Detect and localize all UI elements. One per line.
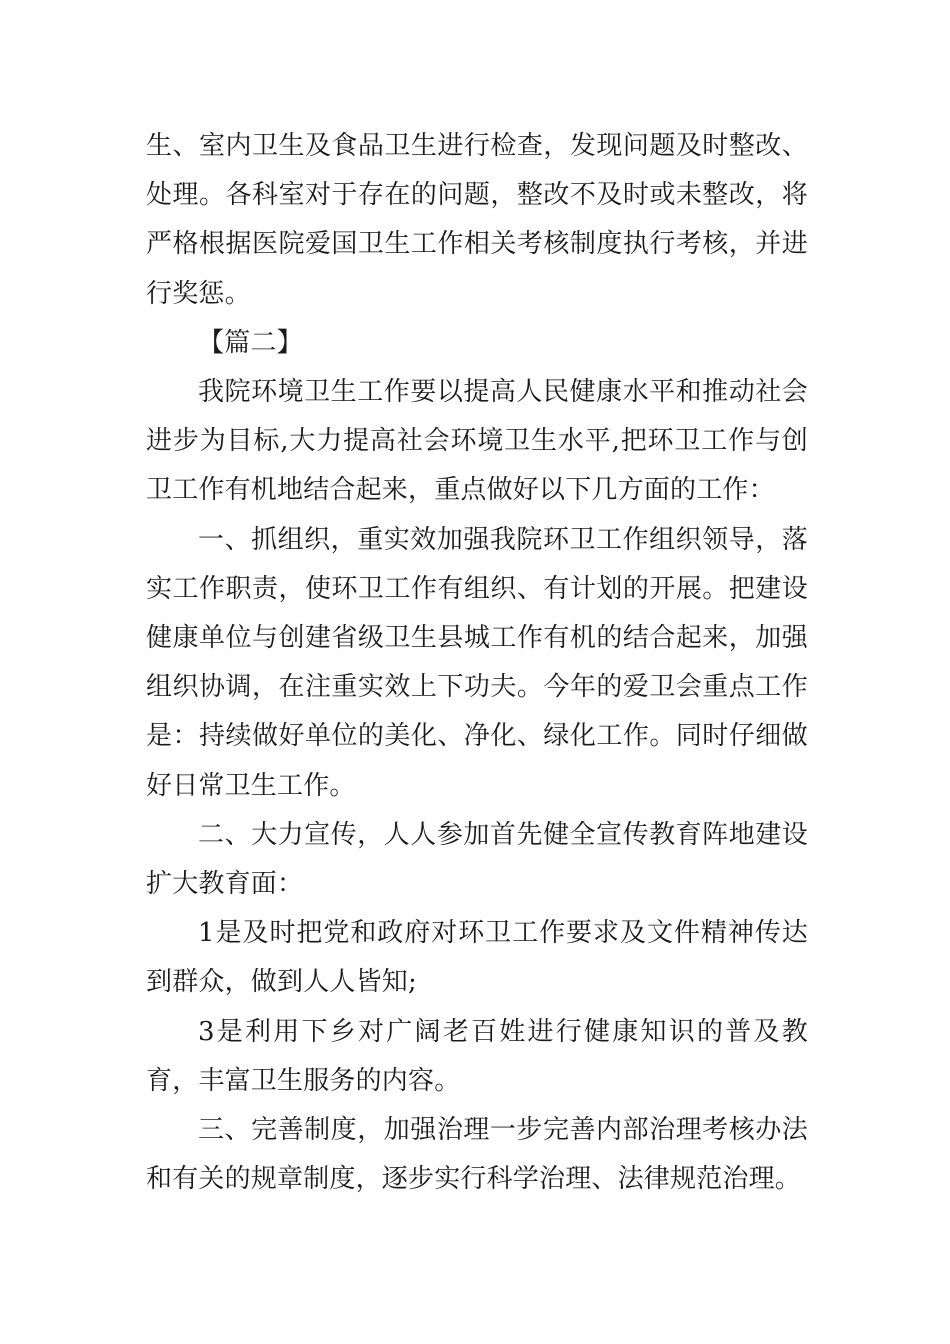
document-body <box>146 122 808 1204</box>
section-heading: 【篇二】 <box>198 327 303 358</box>
paragraph-publicity: 二、大力宣传，人人参加首先健全宣传教育阵地建设扩大教育面： <box>146 819 808 900</box>
paragraph-continuation: 生、室内卫生及食品卫生进行检查，发现问题及时整改、处理。各科室对于存在的问题，整改不及时或未整改，将严格根据医院爱国卫生工作相关考核制度执行考核，并进行奖惩。 <box>146 131 808 309</box>
paragraph-intro: 我院环境卫生工作要以提高人民健康水平和推动社会进步为目标,大力提高社会环境卫生水平,把环卫工作与创卫工作有机地结合起来，重点做好以下几方面的工作： <box>146 377 808 506</box>
list-item-3: 3是利用下乡对广阔老百姓进行健康知识的普及教育，丰富卫生服务的内容。 <box>146 1016 808 1096</box>
list-item-1: 1是及时把党和政府对环卫工作要求及文件精神传达到群众，做到人人皆知; <box>146 918 808 998</box>
paragraph-system: 三、完善制度，加强治理一步完善内部治理考核办法和有关的规章制度，逐步实行科学治理、法律规范治理。 <box>146 1115 808 1195</box>
paragraph-organization: 一、抓组织，重实效加强我院环卫工作组织领导，落实工作职责，使环卫工作有组织、有计划的开展。把建设健康单位与创建省级卫生县城工作有机的结合起来，加强组织协调，在注重实效上下功夫。今年的爱卫会重点工作是：持续做好单位的美化、净化、绿化工作。同时仔细做好日常卫生工作。 <box>146 524 808 801</box>
